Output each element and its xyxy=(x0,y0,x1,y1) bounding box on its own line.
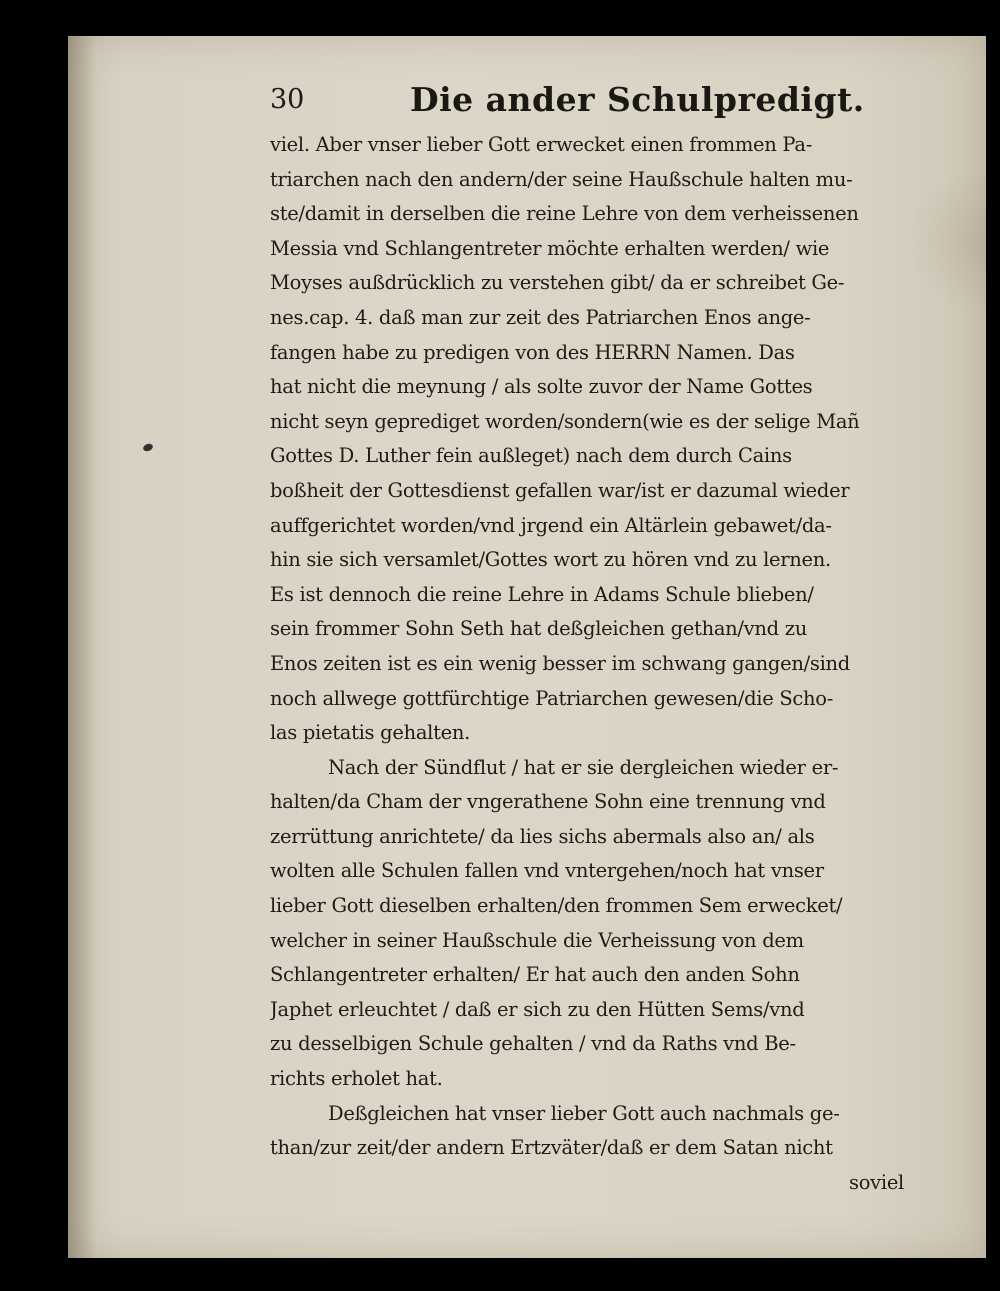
text-line: fangen habe zu predigen von des HERRN Namen. Das xyxy=(270,340,795,364)
spine-shadow xyxy=(68,36,96,1258)
text-line: Messia vnd Schlangentreter möchte erhalten werden/ wie xyxy=(270,236,830,260)
catchword: soviel xyxy=(849,1170,904,1194)
text-line: welcher in seiner Haußschule die Verheissung von dem xyxy=(270,928,804,952)
text-line: hat nicht die meynung / als solte zuvor der Name Gottes xyxy=(270,375,813,399)
text-line: Gottes D. Luther fein außleget) nach dem durch Cains xyxy=(270,444,792,468)
text-line: Moyses außdrücklich zu verstehen gibt/ da er schreibet Ge- xyxy=(270,271,845,295)
text-line: sein frommer Sohn Seth hat deßgleichen gethan/vnd zu xyxy=(270,617,807,641)
text-line: Es ist dennoch die reine Lehre in Adams Schule blieben/ xyxy=(270,582,814,606)
text-line: zu desselbigen Schule gehalten / vnd da Raths vnd Be- xyxy=(270,1032,796,1056)
text-line: ste/damit in derselben die reine Lehre von dem verheissenen xyxy=(270,202,859,226)
text-line: lieber Gott dieselben erhalten/den frommen Sem erwecket/ xyxy=(270,894,843,918)
text-line: halten/da Cham der vngerathene Sohn eine trennung vnd xyxy=(270,790,826,814)
text-line: Enos zeiten ist es ein wenig besser im schwang gangen/sind xyxy=(270,651,850,675)
text-line: noch allwege gottfürchtige Patriarchen gewesen/die Scho- xyxy=(270,686,834,710)
bleed-through-stain xyxy=(906,166,986,316)
text-line: Schlangentreter erhalten/ Er hat auch den anden Sohn xyxy=(270,963,800,987)
text-line: nes.cap. 4. daß man zur zeit des Patriarchen Enos ange- xyxy=(270,305,811,329)
text-line: Japhet erleuchtet / daß er sich zu den Hütten Sems/vnd xyxy=(270,997,805,1021)
running-title: Die ander Schulpredigt. xyxy=(410,80,865,119)
paragraph-first-line: Nach der Sündflut / hat er sie dergleichen wieder er- xyxy=(328,755,839,779)
text-line: wolten alle Schulen fallen vnd vntergehen/noch hat vnser xyxy=(270,859,824,883)
text-line: nicht seyn geprediget worden/sondern(wie es der selige Mañ xyxy=(270,409,860,433)
text-line: zerrüttung anrichtete/ da lies sichs abermals also an/ als xyxy=(270,824,815,848)
text-line: triarchen nach den andern/der seine Haußschule halten mu- xyxy=(270,167,853,191)
text-line: auffgerichtet worden/vnd jrgend ein Altärlein gebawet/da- xyxy=(270,513,832,537)
text-line: boßheit der Gottesdienst gefallen war/ist er dazumal wieder xyxy=(270,478,850,502)
page-number: 30 xyxy=(270,84,305,115)
text-line: las pietatis gehalten. xyxy=(270,721,471,745)
ink-blot xyxy=(142,443,154,453)
running-head xyxy=(270,80,910,128)
paragraph-first-line: Deßgleichen hat vnser lieber Gott auch nachmals ge- xyxy=(328,1101,840,1125)
body-text xyxy=(270,128,904,1200)
text-line: hin sie sich versamlet/Gottes wort zu hören vnd zu lernen. xyxy=(270,548,831,572)
text-line: richts erholet hat. xyxy=(270,1067,443,1091)
text-line: than/zur zeit/der andern Ertzväter/daß er dem Satan nicht xyxy=(270,1136,833,1160)
text-line: viel. Aber vnser lieber Gott erwecket einen frommen Pa- xyxy=(270,133,812,156)
